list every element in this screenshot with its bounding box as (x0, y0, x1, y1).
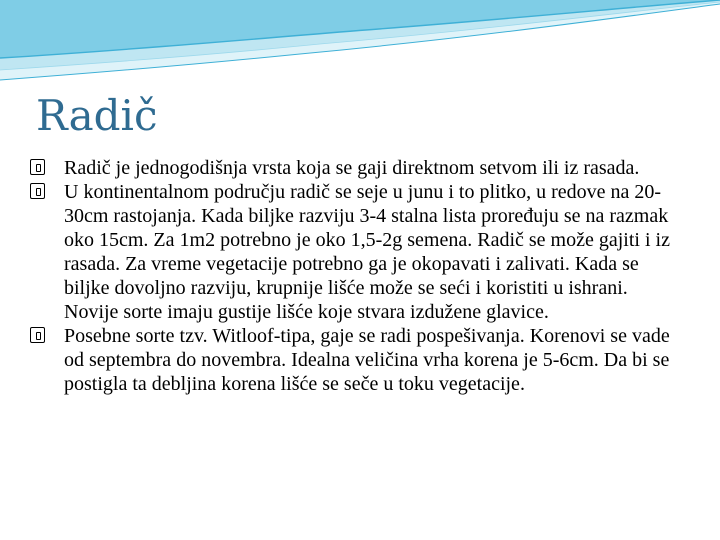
paragraph-text-1: Radič je jednogodišnja vrsta koja se gaji direktnom setvom ili iz rasada. (64, 157, 640, 179)
wave-decoration (0, 0, 720, 90)
bullet-paragraph-3 (30, 324, 686, 396)
missing-glyph-box-icon (30, 159, 45, 175)
missing-glyph-box-icon (30, 327, 45, 343)
slide-body (30, 156, 686, 396)
paragraph-text-2: U kontinentalnom području radič se seje u junu i to plitko, u redove na 20-30cm rastojanja. Kada biljke razviju 3-4 stalna lista proređuju se na razmak oko 15cm. Za 1m2 potrebno je oko 1,5-2g semena. Radič se može gajiti i iz rasada. Za vreme vegetacije potrebno ga je okopavati i zalivati. Kada se biljke dovoljno razviju, krupnije lišće može se seći i koristiti u ishrani. Novije sorte imaju gustije lišće koje stvara izdužene glavice. (64, 181, 670, 323)
slide-title: Radič (36, 91, 158, 140)
paragraph-text-3: Posebne sorte tzv. Witloof-tipa, gaje se radi pospešivanja. Korenovi se vade od septembra do novembra. Idealna veličina vrha korena je 5-6cm. Da bi se postigla ta debljina korena lišće se seče u toku vegetacije. (64, 325, 670, 395)
missing-glyph-box-icon (30, 183, 45, 199)
bullet-paragraph-2 (30, 180, 686, 324)
bullet-paragraph-1 (30, 156, 686, 180)
